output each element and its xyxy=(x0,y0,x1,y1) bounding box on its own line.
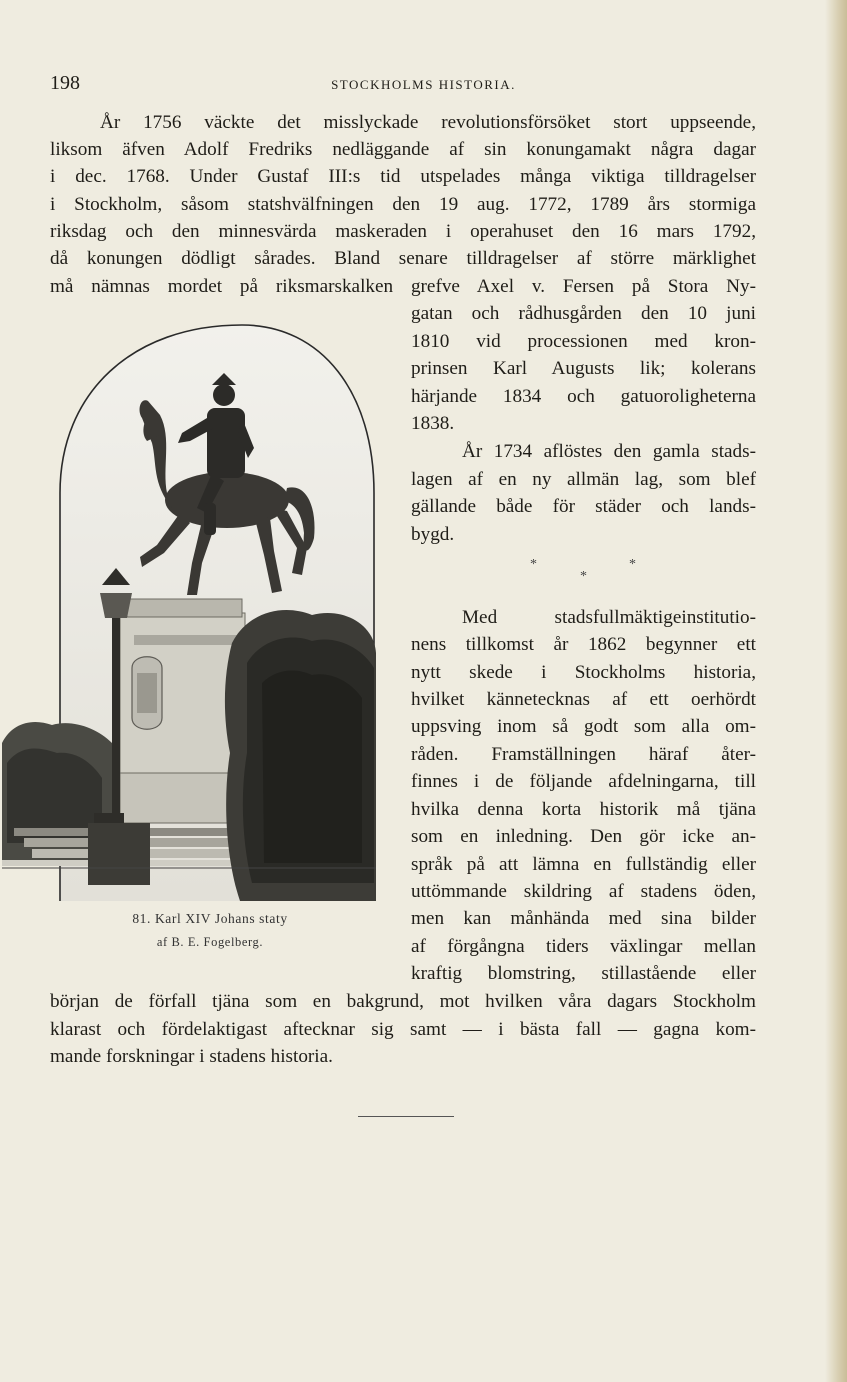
text-line: gällande både för städer och lands- xyxy=(411,496,756,517)
text-line: riksdag och den minnesvärda maskeraden i operahuset den 16 mars 1792, xyxy=(50,221,756,242)
text-line: 1838. xyxy=(411,413,455,434)
text-line: lagen af en ny allmän lag, som blef xyxy=(411,469,756,490)
text-line: gatan och rådhusgården den 10 juni xyxy=(411,303,756,324)
text-line: början de förfall tjäna som en bakgrund, mot hvilken våra dagars Stockholm xyxy=(50,991,756,1012)
text-line: må nämnas mordet på riksmarskalken grefve Axel v. Fersen på Stora Ny- xyxy=(50,276,756,297)
text-line: hvilket kännetecknas af ett oerhördt xyxy=(411,689,756,710)
page-edge-shadow xyxy=(825,0,847,1382)
text-line: År 1734 aflöstes den gamla stads- xyxy=(462,441,756,462)
text-line: nens tillkomst år 1862 begynner ett xyxy=(411,634,756,655)
text-line: i Stockholm, såsom statshvälfningen den 19 aug. 1772, 1789 års stormiga xyxy=(50,194,756,215)
running-title: STOCKHOLMS HISTORIA. xyxy=(331,77,516,92)
text-line: råden. Framställningen häraf åter- xyxy=(411,744,756,765)
figure-caption-line2: af B. E. Fogelberg. xyxy=(156,935,264,949)
text-line: uttömmande skildring af stadens öden, xyxy=(411,881,756,902)
page-number: 198 xyxy=(50,72,80,94)
page-header xyxy=(0,72,847,96)
text-line: Med stadsfullmäktigeinstitutio- xyxy=(462,607,756,628)
text-line: hvilka denna korta historik må tjäna xyxy=(411,799,756,820)
text-line: bygd. xyxy=(411,524,455,545)
separator-star: * xyxy=(629,557,636,572)
text-line: klarast och fördelaktigast aftecknar sig samt — i bästa fall — gagna kom- xyxy=(50,1019,756,1040)
text-line: mande forskningar i stadens historia. xyxy=(50,1046,333,1067)
text-line: prinsen Karl Augusts lik; kolerans xyxy=(411,358,756,379)
text-line: då konungen dödligt sårades. Bland senare tilldragelser af större märklighet xyxy=(50,248,756,269)
text-line: liksom äfven Adolf Fredriks nedläggande af sin konungamakt några dagar xyxy=(50,139,756,160)
text-line: men kan månhända med sina bilder xyxy=(411,908,756,929)
statue-illustration xyxy=(2,323,376,901)
text-line: af förgångna tiders växlingar mellan xyxy=(411,936,756,957)
separator-star: * xyxy=(580,569,587,584)
text-line: finnes i de följande afdelningarna, till xyxy=(411,771,756,792)
text-line: i dec. 1768. Under Gustaf III:s tid utspelades många viktiga tilldragelser xyxy=(50,166,756,187)
text-line: härjande 1834 och gatuoroligheterna xyxy=(411,386,756,407)
text-line: nytt skede i Stockholms historia, xyxy=(411,662,756,683)
text-line: som en inledning. Den gör icke an- xyxy=(411,826,756,847)
text-line: kraftig blomstring, stillastående eller xyxy=(411,963,756,984)
text-line: 1810 vid processionen med kron- xyxy=(411,331,756,352)
text-line: språk på att lämna en fullständig eller xyxy=(411,854,756,875)
end-rule xyxy=(358,1116,454,1117)
text-line: År 1756 väckte det misslyckade revolutionsförsöket stort uppseende, xyxy=(100,112,756,133)
separator-star: * xyxy=(530,557,537,572)
figure-caption-line1: 81. Karl XIV Johans staty xyxy=(132,911,288,926)
text-line: uppsving inom så godt som alla om- xyxy=(411,716,756,737)
